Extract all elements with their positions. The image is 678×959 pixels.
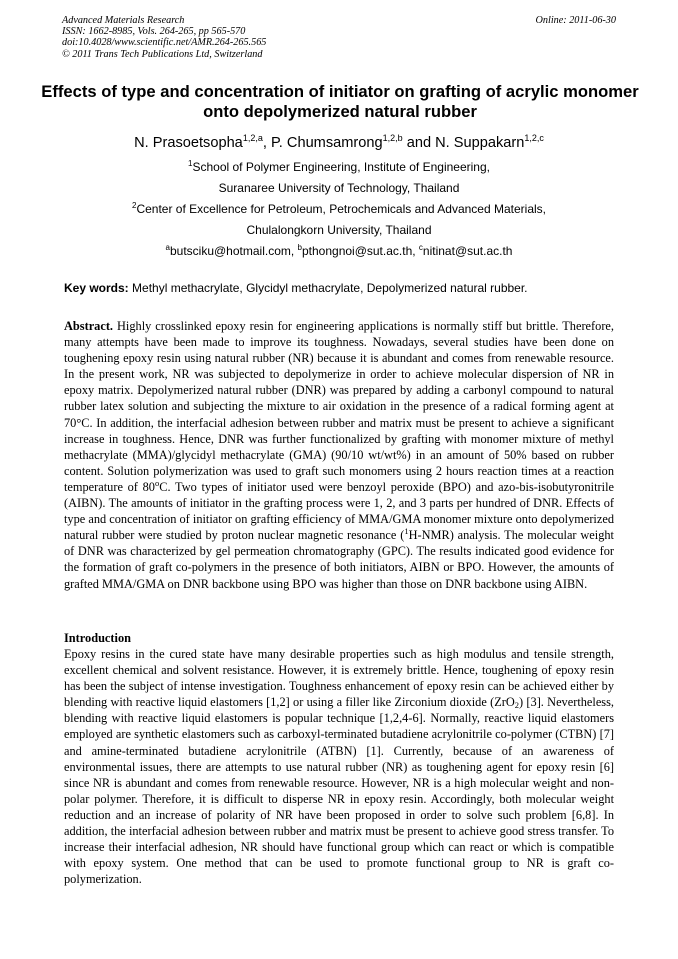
intro-text-2: ) [3]. Nevertheless, blending with reactive liquid elastomers is popular technique [1,2,4-6]. Normally, reactive liquid elastomers employed are synthetic elastomers such as carboxyl-terminated butadiene acrylonitrile co-polymer (CTBN) [7] and amine-terminated butadiene acrylonitrile (ATBN) [1]. Currently, because of an awareness of environmental issues, there are attempts to use natural rubber (NR) as toughening agent for epoxy resin [6] since NR is abundant and comes from renewable resource. However, NR is a high molecular weight and non-polar polymer. Therefore, it is difficult to disperse NR in epoxy resin. Accordingly, both molecular weight reduction and an increase of polarity of NR have been proposed in order to solve such problem [6,8]. In addition, the interfacial adhesion between rubber and matrix must be present to achieve good stress transfer. To increase their interfacial adhesion, NR should have functional group which can react or which is compatible with epoxy system. One method that can be used to promote functional group to NR is graft co-polymerization. <box>64 695 614 887</box>
author-name: P. Chumsamrong <box>270 135 383 151</box>
online-date: Online: 2011-06-30 <box>535 15 616 26</box>
degree-superscript: o <box>154 477 160 488</box>
affiliation-text: School of Polymer Engineering, Institute of Engineering, <box>192 160 490 174</box>
author-list <box>0 135 678 151</box>
affiliation-mark: 2 <box>132 201 137 210</box>
abstract-text-1: Highly crosslinked epoxy resin for engineering applications is normally stiff but brittle. Therefore, many attempts have been made to improve its toughness. Nowadays, several studies have been done on toughening epoxy resin using natural rubber (NR) because it is abundant and comes from renewable resource. In the present work, NR was subjected to depolymerize in order to achieve molecular dispersion of NR in epoxy matrix. Depolymerized natural rubber (DNR) was prepared by adding a carbonyl compound to natural rubber latex solution and subjecting the mixture to air oxidation in the presence of a radical forming agent at 70°C. In addition, the interfacial adhesion between rubber and matrix must be present to achieve a significant increase in toughness. Hence, DNR was further functionalized by grafting with monomer mixture of methyl methacrylate (MMA)/glycidyl methacrylate (GMA) (90/10 wt/wt%) in an amount of 50% based on rubber content. Solution polymerization was used to graft such monomers using 2 hours reaction times at a reaction temperature of 80 <box>64 319 614 494</box>
section-heading-introduction: Introduction <box>64 631 131 645</box>
affiliation-text: Center of Excellence for Petroleum, Petrochemicals and Advanced Materials, <box>136 202 546 216</box>
author-name: N. Prasoetsopha <box>134 135 243 151</box>
journal-header <box>62 15 616 60</box>
email-address: butsciku@hotmail.com <box>169 244 291 258</box>
author-separator: , <box>262 135 271 151</box>
paper-title: Effects of type and concentration of initiator on grafting of acrylic monomer onto depolymerized natural rubber <box>41 82 639 121</box>
intro-text-1: Epoxy resins in the cured state have many desirable properties such as high modulus and tensile strength, excellent chemical and solvent resistance. However, it is extremely brittle. Hence, toughening of epoxy resin has been the subject of intense investigation. Toughness enhancement of epoxy resin can be achieved either by blending with reactive liquid elastomers [1,2] or using a filler like Zirconium dioxide (ZrO <box>64 647 614 710</box>
email-separator: , <box>412 244 419 258</box>
affiliation-1-line-1 <box>0 160 678 174</box>
author-separator: and <box>402 135 436 151</box>
affiliation-2-line-1 <box>0 202 678 216</box>
author-affiliation-mark: 1,2,a <box>242 133 263 143</box>
author-name: N. Suppakarn <box>435 135 525 151</box>
email-mark: c <box>418 243 423 252</box>
author-affiliation-mark: 1,2,b <box>382 133 403 143</box>
doi-line: doi:10.4028/www.scientific.net/AMR.264-265.565 <box>62 37 267 49</box>
email-mark: a <box>165 243 170 252</box>
journal-name: Advanced Materials Research <box>62 15 185 26</box>
affiliation-mark: 1 <box>188 159 193 168</box>
author-affiliation-mark: 1,2,c <box>524 133 544 143</box>
email-mark: b <box>297 243 302 252</box>
copyright-line: © 2011 Trans Tech Publications Ltd, Switzerland <box>62 48 263 60</box>
abstract-text-2: C. Two types of initiator used were benzoyl peroxide (BPO) and azo-bis-isobutyronitrile (AIBN). The amounts of initiator in the grafting process were 1, 2, and 3 parts per hundred of DNR. Effects of type and concentration of initiator on grafting efficiency of MMA/GMA monomer mixture onto depolymerized natural rubber were studied by proton nuclear magnetic resonance ( <box>64 479 614 543</box>
keywords <box>64 281 624 295</box>
zro2-subscript: 2 <box>514 700 520 711</box>
abstract-text-3: H-NMR) analysis. The molecular weight of DNR was characterized by gel permeation chromatography (GPC). The results indicated good evidence for the formation of graft co-polymers in the presence of both initiators, AIBN or BPO. However, the amounts of grafted MMA/GMA on DNR backbone using BPO was higher than those on DNR backbone using AIBN. <box>64 528 614 591</box>
introduction-paragraph <box>64 646 614 887</box>
issn-line: ISSN: 1662-8985, Vols. 264-265, pp 565-570 <box>62 26 246 38</box>
email-address: pthongnoi@sut.ac.th <box>301 244 413 258</box>
keywords-label: Key words: <box>64 281 129 295</box>
affiliation-1-line-2: Suranaree University of Technology, Thailand <box>218 181 460 195</box>
abstract-label: Abstract. <box>64 319 114 333</box>
email-separator: , <box>290 244 298 258</box>
nmr-superscript: 1 <box>404 526 409 537</box>
keywords-text: Methyl methacrylate, Glycidyl methacrylate, Depolymerized natural rubber. <box>128 281 528 295</box>
affiliation-2-line-2: Chulalongkorn University, Thailand <box>246 223 432 237</box>
email-address: nitinat@sut.ac.th <box>422 244 513 258</box>
abstract <box>64 318 614 592</box>
author-emails <box>0 244 678 258</box>
